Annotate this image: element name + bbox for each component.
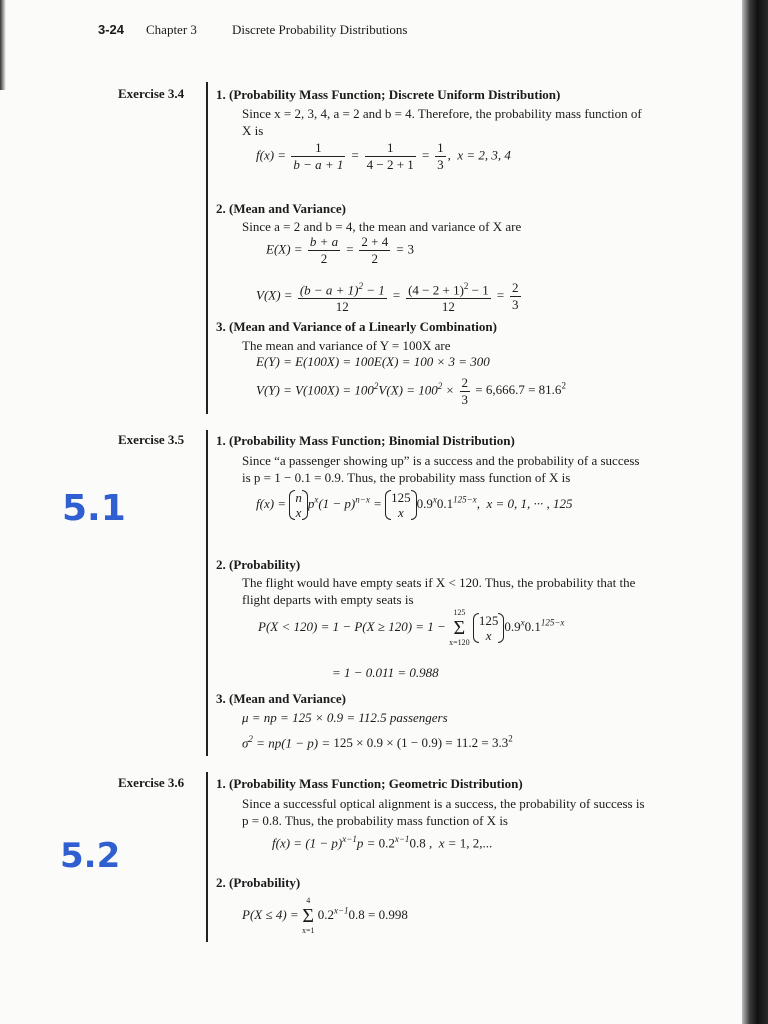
page-number: 3-24	[98, 22, 125, 37]
exercise-3-4-label: Exercise 3.4	[118, 86, 185, 101]
ex34-part1-title: 1. (Probability Mass Function; Discrete Uniform Distribution)	[216, 87, 561, 102]
exercise-3-5-label: Exercise 3.5	[118, 432, 185, 447]
ex35-part3-title: 3. (Mean and Variance)	[216, 691, 346, 706]
ex35-part2-text-b: flight departs with empty seats is	[242, 592, 414, 607]
scan-edge-shadow	[742, 0, 768, 1024]
ex34-pmf-equation: f(x) = $\frac{1}{b - a + 1}$ = $\frac{1}{4 - 2 + 1}$ = $\frac{1}{3}$ , x = 2, 3, 4	[256, 140, 511, 172]
ex35-part2-title: 2. (Probability)	[216, 557, 301, 572]
chapter-label: Chapter 3	[146, 22, 197, 37]
ex35-probability-equation: P(X < 120) = 1 − P(X ≥ 120) = 1 − 125 Σ x=120 125 $x0.9^x0.1^{125-x}$	[258, 608, 565, 647]
ex35-part1-text-a: Since “a passenger showing up” is a success and the probability of a success	[242, 453, 640, 468]
ex34-part1-text-b: X is	[242, 123, 264, 138]
ex36-pmf-equation: $f(x) = (1 - p)^{x-1}p = 0.2^{x-1}0.8$ , x = 1, 2,...	[272, 834, 493, 851]
ex34-part2-text: Since a = 2 and b = 4, the mean and variance of X are	[242, 219, 522, 234]
exercise-3-6-bar	[206, 772, 208, 942]
ex34-part3-title: 3. (Mean and Variance of a Linearly Combination)	[216, 319, 497, 334]
ex35-pmf-equation: f(x) = n $xp^x(1 - p)^{n-x} = 125$ $x0.9^x0.1^{125-x}$, x = 0, 1, ··· , 125	[256, 490, 573, 520]
exercise-3-4-bar	[206, 82, 208, 414]
ex34-part3-text: The mean and variance of Y = 100X are	[242, 338, 451, 353]
exercise-3-5-bar	[206, 430, 208, 756]
ex35-part1-title: 1. (Probability Mass Function; Binomial Distribution)	[216, 433, 515, 448]
chapter-title: Discrete Probability Distributions	[232, 22, 408, 37]
ex34-variance-equation: V(X) = $\frac{(b - a + 1)^2 - 1}{12}$ = $\frac{(4 - 2 + 1)^2 - 1}{12}$ = $\frac{2}{3}$	[256, 278, 523, 315]
ex36-part1-text-b: p = 0.8. Thus, the probability mass function of X is	[242, 813, 508, 828]
scan-edge-left	[0, 0, 6, 90]
ex35-mean-equation: μ = np = 125 × 0.9 = 112.5 passengers	[242, 710, 448, 725]
ex34-vy-equation: $V(Y) = V(100X) = 100^2V(X) = 100^2$ × $\frac{2}{3}$ = $6,666.7 = 81.6^2$	[256, 375, 566, 407]
ex34-pmf-range: x = 2, 3, 4	[457, 147, 511, 163]
handwritten-note-5-1: 5.1	[62, 488, 126, 529]
ex35-pmf-range: x = 0, 1, ··· , 125	[486, 495, 573, 511]
ex36-part2-title: 2. (Probability)	[216, 875, 301, 890]
ex36-probability-equation: P(X ≤ 4) = 4 Σ x=1 $0.2^{x-1}0.8 = 0.998$	[242, 896, 408, 935]
ex36-part1-title: 1. (Probability Mass Function; Geometric Distribution)	[216, 776, 523, 791]
ex35-probability-result: = 1 − 0.011 = 0.988	[332, 665, 439, 680]
ex36-part1-text-a: Since a successful optical alignment is a success, the probability of success is	[242, 796, 645, 811]
exercise-3-6-label: Exercise 3.6	[118, 775, 185, 790]
handwritten-note-5-2: 5.2	[60, 836, 121, 876]
ex35-part2-text-a: The flight would have empty seats if X < 120. Thus, the probability that the	[242, 575, 636, 590]
ex35-part1-text-b: is p = 1 − 0.1 = 0.9. Thus, the probability mass function of X is	[242, 470, 571, 485]
ex34-part1-text-a: Since x = 2, 3, 4, a = 2 and b = 4. Therefore, the probability mass function of	[242, 106, 642, 121]
ex34-ey-equation: E(Y) = E(100X) = 100E(X) = 100 × 3 = 300	[256, 354, 490, 369]
ex35-variance-equation: $\sigma^2 = np(1 - p) = 125 \times 0.9 \times (1 - 0.9) = 11.2 = 3.3^2$	[242, 734, 513, 751]
ex34-mean-equation: E(X) = $\frac{b + a}{2}$ = $\frac{2 + 4}{2}$ = 3	[266, 234, 414, 266]
ex34-part2-title: 2. (Mean and Variance)	[216, 201, 346, 216]
